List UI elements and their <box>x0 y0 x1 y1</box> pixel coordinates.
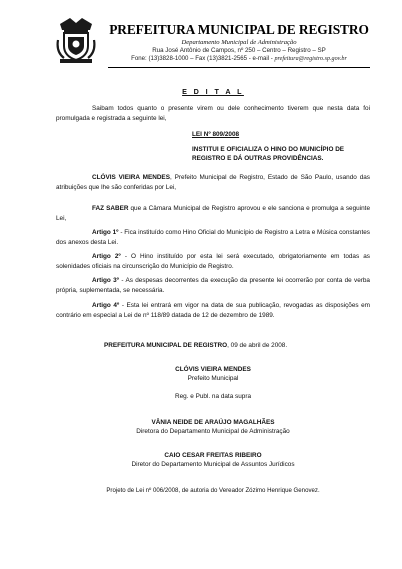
signature-legal <box>56 451 370 470</box>
coat-of-arms-icon <box>56 14 96 64</box>
signature-mayor <box>56 365 370 384</box>
article-1 <box>56 228 370 247</box>
article-1-text: - Fica instituído como Hino Oficial do Município de Registro a Letra e Música constantes dos anexos desta Lei. <box>56 229 370 246</box>
signature-administration <box>56 418 370 437</box>
org-name: PREFEITURA MUNICIPAL DE REGISTRO <box>109 22 369 37</box>
article-2-text: - O Hino instituído por esta lei será executado, obrigatoriamente em todas as solenidades oficiais na circunscrição do Município de Registro. <box>56 253 370 270</box>
address-line: Rua José Antônio de Campos, nº 250 – Centro – Registro – SP <box>152 47 326 54</box>
intro-paragraph: Saibam todos quanto o presente virem ou dele conhecimento tiverem que nesta data foi promulgada e registrada a seguinte lei, <box>56 105 370 122</box>
article-2 <box>56 252 370 271</box>
letterhead <box>108 22 370 62</box>
header-rule <box>108 67 370 68</box>
mayor-name: CLÓVIS VIEIRA MENDES <box>92 174 170 181</box>
reg-publ-line: Reg. e Publ. na data supra <box>174 393 252 400</box>
paragraph-mayor <box>56 173 370 192</box>
article-4-label: Artigo 4º <box>92 302 120 309</box>
signature-name: VÂNIA NEIDE DE ARAÚJO MAGALHÃES <box>151 419 275 426</box>
article-1-label: Artigo 1º <box>92 229 119 236</box>
faz-saber-text: que a Câmara Municipal de Registro aprovou e ele sanciona e promulga a seguinte Lei, <box>56 205 371 222</box>
article-3-text: - As despesas decorrentes da execução da presente lei ocorrerão por conta de verba própria, suplementada, se necessária. <box>56 277 370 294</box>
paragraph-faz-saber <box>56 204 370 223</box>
contact-phones: Fone: (13)3828-1000 – Fax (13)3821-2565 - e-mail - <box>131 55 273 62</box>
law-number: LEI Nº 809/2008 <box>192 131 240 138</box>
place-name: PREFEITURA MUNICIPAL DE REGISTRO <box>104 342 228 349</box>
place-date <box>104 341 370 351</box>
mayor-text: , Prefeito Municipal de Registro, Estado de São Paulo, usando das atribuições que lhe são conferidas por Lei, <box>56 174 370 191</box>
faz-saber-label: FAZ SABER <box>92 205 129 212</box>
department-name: Departamento Municipal de Administração <box>181 39 297 46</box>
article-4 <box>56 301 370 320</box>
law-ementa: INSTITUI E OFICIALIZA O HINO DO MUNICÍPIO DE REGISTRO E DÁ OUTRAS PROVIDÊNCIAS. <box>192 146 345 162</box>
article-4-text: - Esta lei entrará em vigor na data de sua publicação, revogadas as disposições em contrário em especial a Lei de nº 118/89 datada de 12 de dezembro de 1989. <box>56 302 370 319</box>
date-text: , 09 de abril de 2008. <box>227 342 288 349</box>
signature-role: Diretor do Departamento Municipal de Assuntos Jurídicos <box>131 461 295 469</box>
article-2-label: Artigo 2º <box>92 253 121 260</box>
article-3 <box>56 276 370 295</box>
signature-role: Prefeito Municipal <box>187 375 239 383</box>
doc-title: E D I T A L <box>182 87 244 96</box>
article-3-label: Artigo 3º <box>92 277 120 284</box>
signature-role: Diretora do Departamento Municipal de Administração <box>136 428 290 436</box>
contact-email[interactable]: prefeitura@registro.sp.gov.br <box>274 56 347 62</box>
bill-footnote: Projeto de Lei nº 006/2008, de autoria do Vereador Zózimo Henrique Genovez. <box>106 487 320 494</box>
signature-name: CLÓVIS VIEIRA MENDES <box>175 366 251 373</box>
signature-name: CAIO CESAR FREITAS RIBEIRO <box>164 452 262 459</box>
contact-line <box>108 55 370 62</box>
